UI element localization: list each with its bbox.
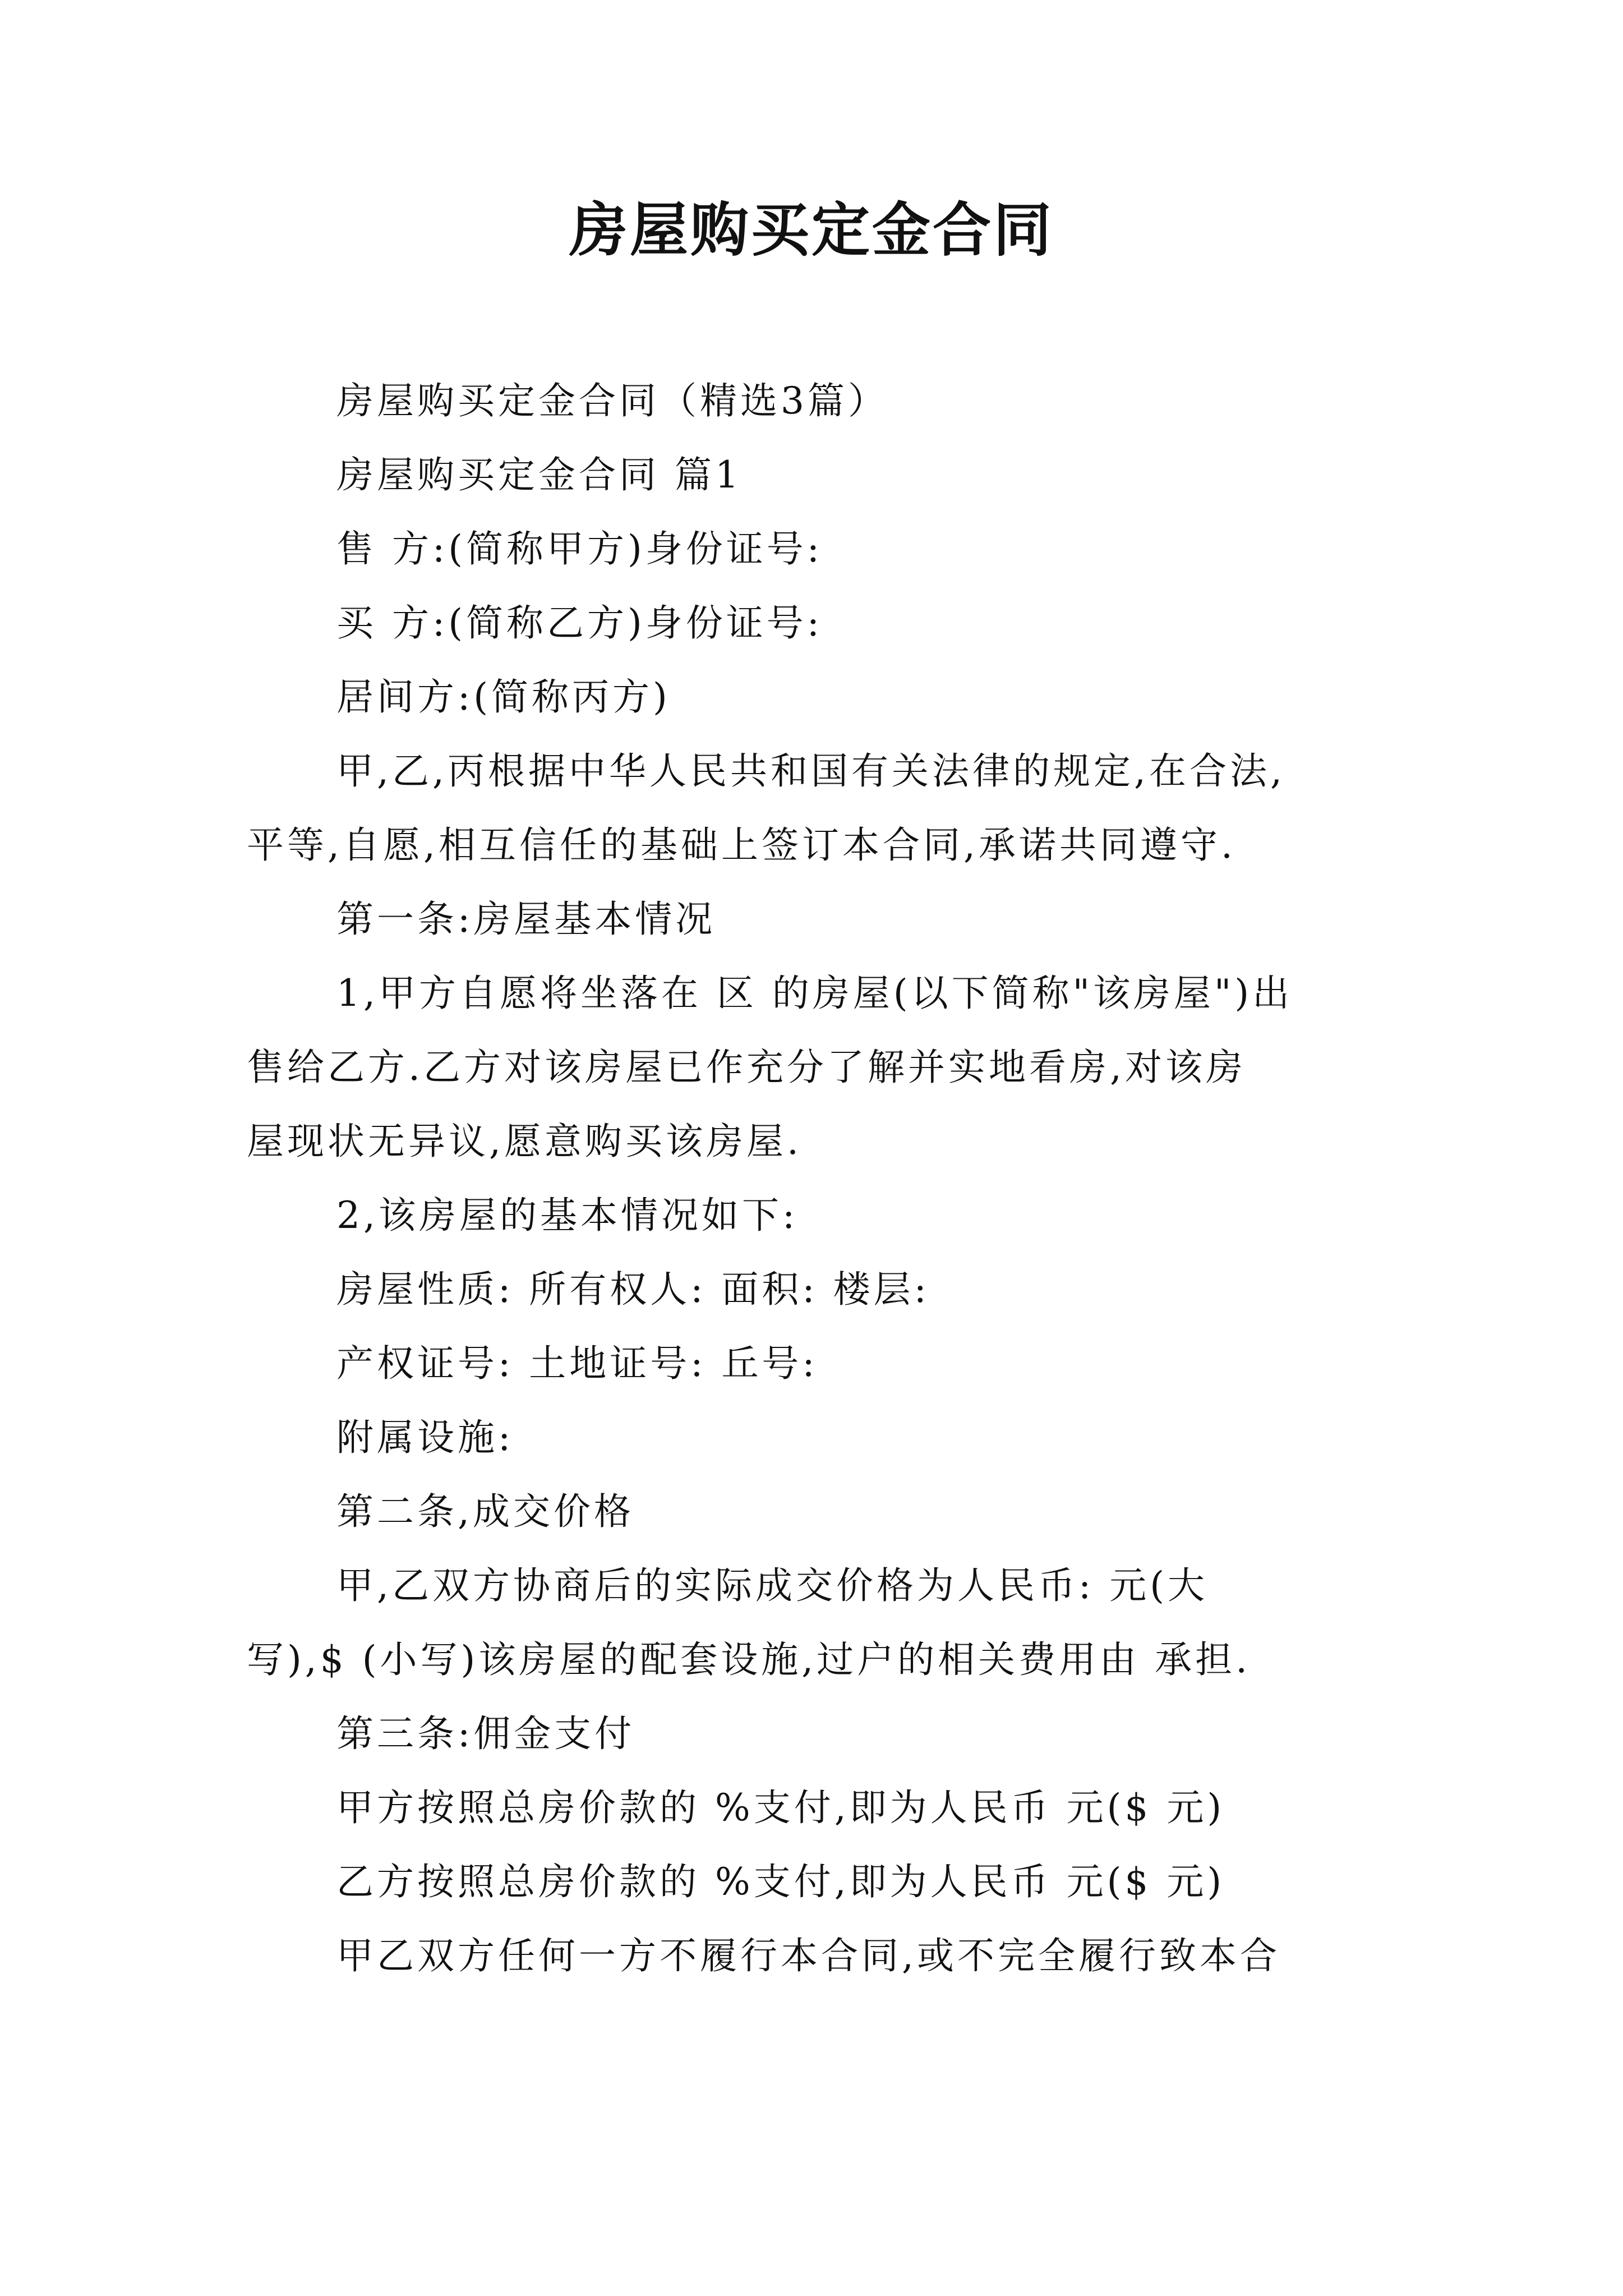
paragraph-line: 甲方按照总房价款的 %支付,即为人民币 元($ 元): [336, 1786, 1225, 1829]
paragraph-line: 售 方:(简称甲方)身份证号:: [336, 527, 823, 570]
paragraph-line: 附属设施:: [336, 1416, 514, 1459]
paragraph-line: 甲,乙双方协商后的实际成交价格为人民币: 元(大: [336, 1564, 1208, 1607]
paragraph-line: 买 方:(简称乙方)身份证号:: [336, 601, 823, 645]
paragraph-line: 房屋性质: 所有权人: 面积: 楼层:: [336, 1268, 930, 1311]
paragraph-line: 屋现状无异议,愿意购买该房屋.: [247, 1120, 802, 1163]
paragraph-line: 甲,乙,丙根据中华人民共和国有关法律的规定,在合法,: [336, 749, 1285, 793]
paragraph-line: 产权证号: 土地证号: 丘号:: [336, 1342, 818, 1385]
paragraph-line: 第二条,成交价格: [336, 1490, 634, 1533]
paragraph-line: 第一条:房屋基本情况: [336, 898, 716, 941]
paragraph-line: 居间方:(简称丙方): [336, 675, 671, 719]
paragraph-line: 房屋购买定金合同（精选3篇）: [336, 379, 888, 422]
paragraph-line: 售给乙方.乙方对该房屋已作充分了解并实地看房,对该房: [247, 1046, 1246, 1089]
paragraph-line: 第三条:佣金支付: [336, 1712, 635, 1755]
paragraph-line: 甲乙双方任何一方不履行本合同,或不完全履行致本合: [336, 1934, 1280, 1977]
document-title: 房屋购买定金合同: [569, 195, 1054, 264]
paragraph-line: 2,该房屋的基本情况如下:: [336, 1194, 799, 1237]
paragraph-line: 写),$ (小写)该房屋的配套设施,过户的相关费用由 承担.: [247, 1638, 1251, 1681]
paragraph-line: 平等,自愿,相互信任的基础上签订本合同,承诺共同遵守.: [247, 823, 1236, 867]
paragraph-line: 乙方按照总房价款的 %支付,即为人民币 元($ 元): [336, 1860, 1225, 1903]
paragraph-line: 房屋购买定金合同 篇1: [336, 453, 742, 496]
paragraph-line: 1,甲方自愿将坐落在 区 的房屋(以下简称"该房屋")出: [336, 972, 1293, 1015]
